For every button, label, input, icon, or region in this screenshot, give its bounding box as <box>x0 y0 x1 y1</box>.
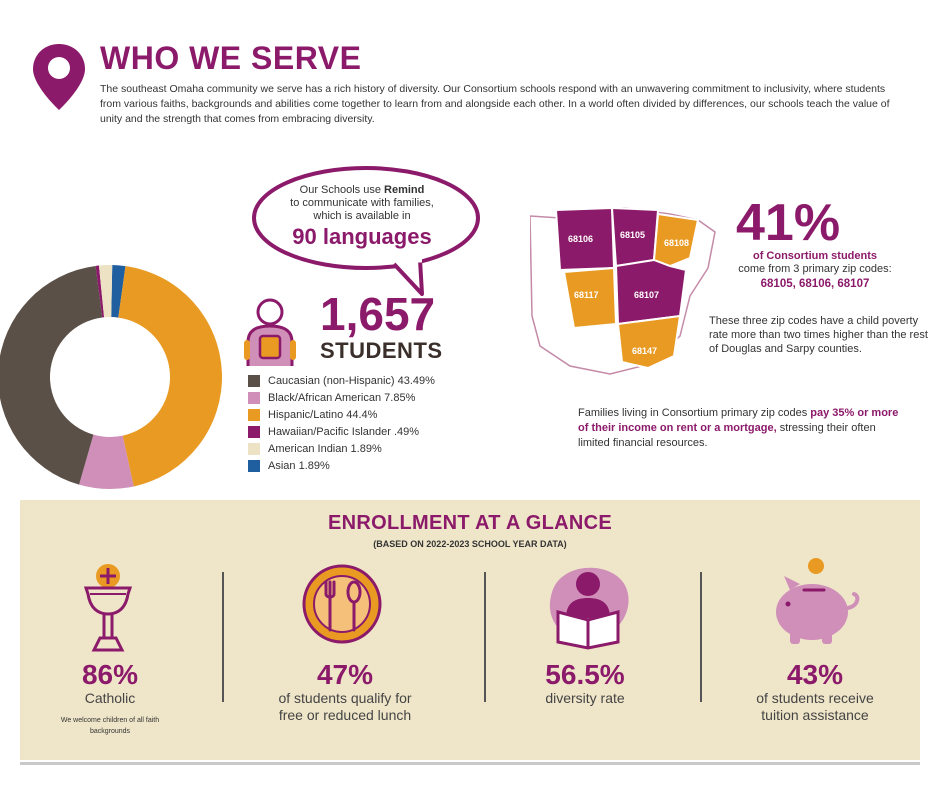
legend-swatch <box>248 375 260 387</box>
primary-zip-codes: 68105, 68106, 68107 <box>760 278 870 290</box>
stat-lunch <box>250 660 440 724</box>
families-text-post: stressing their often limited financial resources. <box>578 422 876 449</box>
bubble-line-1: Our Schools use <box>299 184 385 196</box>
zip-label: 68117 <box>574 290 599 300</box>
families-text-highlight: pay 35% or more of their income on rent or a mortgage, <box>578 407 899 434</box>
donut-slice <box>118 266 222 486</box>
bottom-rule <box>20 762 920 765</box>
zip-stat-line-2: come from 3 primary zip codes: <box>738 263 892 275</box>
stat-note: We welcome children of all faith backgrounds <box>60 717 160 735</box>
zip-label: 68107 <box>634 290 660 300</box>
poverty-note: These three zip codes have a child poverty rate more than two times higher than the rest of Douglas and Sarpy counties. <box>709 315 928 355</box>
enrollment-subtitle: (BASED ON 2022-2023 SCHOOL YEAR DATA) <box>373 539 567 549</box>
legend-swatch <box>248 392 260 404</box>
bubble-text <box>262 184 462 223</box>
student-count-label: STUDENTS <box>320 338 443 363</box>
legend-swatch <box>248 443 260 455</box>
demographics-donut-chart <box>0 262 248 492</box>
divider <box>700 572 702 702</box>
stat-diversity <box>500 660 670 707</box>
stat-value: 47% <box>316 659 374 690</box>
legend-label: Black/African American 7.85% <box>268 391 416 404</box>
bubble-line-3: which is available in <box>313 210 411 222</box>
stat-label: of students qualify for free or reduced lunch <box>278 690 412 723</box>
zip-68147-region <box>618 316 680 368</box>
donut-slice <box>0 266 102 485</box>
legend-swatch <box>248 409 260 421</box>
legend-item <box>248 406 435 423</box>
divider <box>484 572 486 702</box>
plate-utensils-icon <box>300 562 384 646</box>
stat-value: 43% <box>786 659 844 690</box>
student-backpack-icon <box>240 296 300 368</box>
legend-item <box>248 372 435 389</box>
families-text-pre: Families living in Consortium primary zip codes <box>578 407 811 419</box>
legend-swatch <box>248 426 260 438</box>
legend-label: Caucasian (non-Hispanic) 43.49% <box>268 374 435 387</box>
page-title: WHO WE SERVE <box>100 40 362 76</box>
families-note <box>578 406 908 451</box>
languages-count: 90 languages <box>292 224 432 249</box>
bubble-line-2: to communicate with families, <box>290 197 434 209</box>
zip-stat-line-1: of Consortium students <box>752 250 878 262</box>
stat-value: 86% <box>81 659 139 690</box>
zip-code-map <box>530 196 720 378</box>
zip-label: 68147 <box>632 346 658 356</box>
bubble-remind: Remind <box>384 184 425 196</box>
stat-label: diversity rate <box>545 690 625 706</box>
divider <box>222 572 224 702</box>
zip-label: 68105 <box>620 230 646 240</box>
reader-icon <box>540 562 636 650</box>
chart-legend <box>248 372 435 474</box>
zip-stat-description <box>710 250 920 276</box>
legend-label: Hawaiian/Pacific Islander .49% <box>268 425 420 438</box>
enrollment-title: ENROLLMENT AT A GLANCE <box>328 512 612 534</box>
stat-label: Catholic <box>84 690 136 706</box>
legend-item <box>248 457 435 474</box>
chalice-icon <box>80 562 136 654</box>
legend-label: Asian 1.89% <box>268 459 330 472</box>
legend-label: American Indian 1.89% <box>268 442 382 455</box>
stat-value: 56.5% <box>545 659 625 690</box>
zip-stat-value: 41% <box>736 194 841 252</box>
zip-label: 68106 <box>568 234 594 244</box>
student-count: 1,657 <box>320 288 436 340</box>
stat-catholic <box>30 660 190 737</box>
intro-paragraph: The southeast Omaha community we serve has a rich history of diversity. Our Consortium schools respond with an unwavering commitment to inclusivity, where students from various faiths, backgrounds and abilities come together to learn from and alongside each other. In a world often divided by differences, our schools teach the value of unity and the strength that comes from embracing diversity. <box>100 83 890 125</box>
legend-item <box>248 389 435 406</box>
stat-label: of students receive tuition assistance <box>756 690 874 723</box>
legend-item <box>248 440 435 457</box>
zip-label: 68108 <box>664 238 690 248</box>
legend-swatch <box>248 460 260 472</box>
legend-item <box>248 423 435 440</box>
location-pin-icon <box>30 42 88 112</box>
legend-label: Hispanic/Latino 44.4% <box>268 408 378 421</box>
stat-tuition <box>720 660 910 724</box>
piggy-bank-icon <box>764 556 864 650</box>
